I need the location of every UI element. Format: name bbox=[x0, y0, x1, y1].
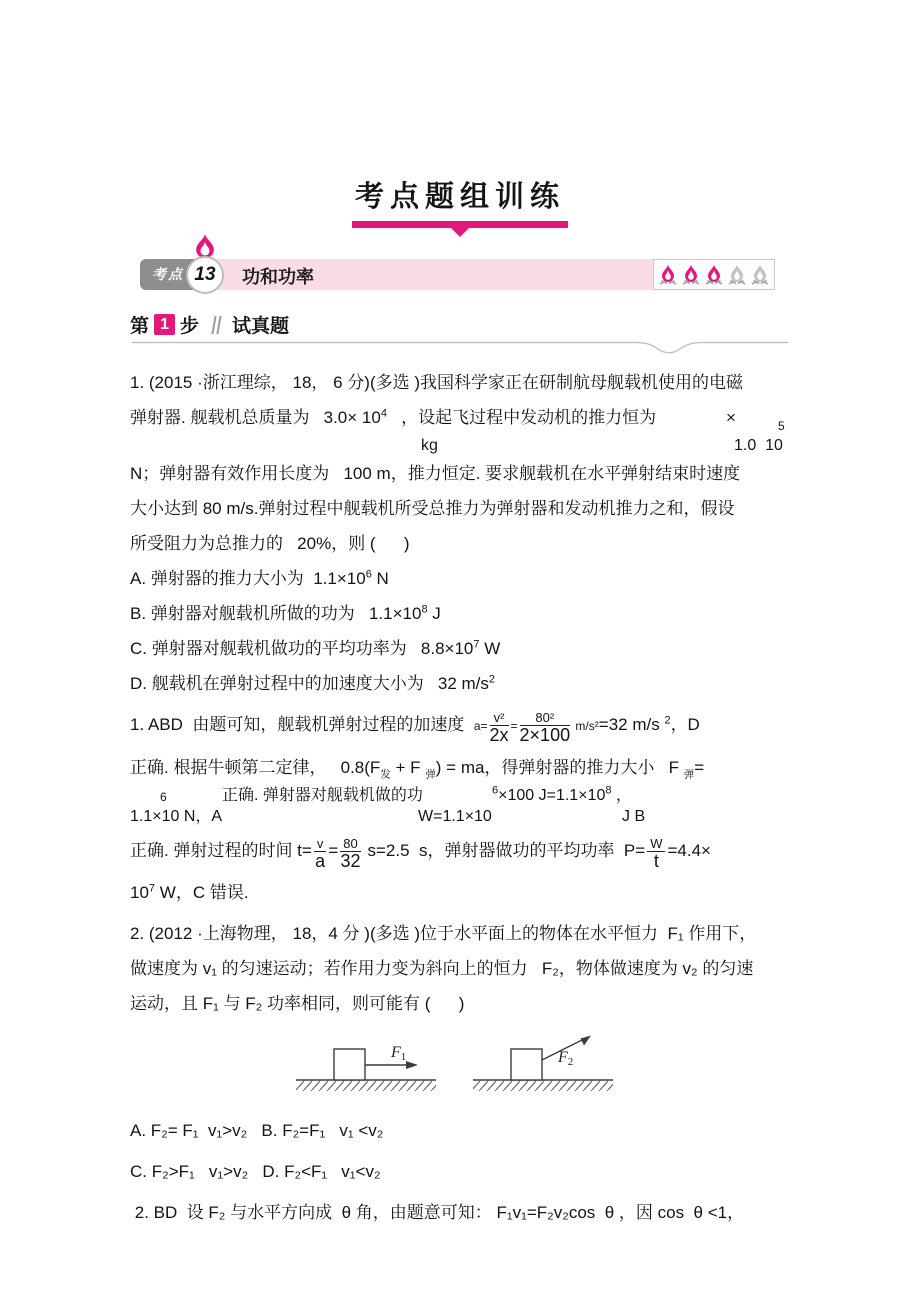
divider bbox=[211, 316, 221, 334]
triangle-marker bbox=[451, 228, 469, 237]
q1-answer-line-1: 1. ABD 由题可知，舰载机弹射过程的加速度 a= v² 2x = 80² 2×100 m/s²=32 m/s $^2$，D bbox=[130, 709, 700, 745]
q1-stem-fragment: kg 1.0 10 bbox=[421, 437, 783, 454]
q1-option-b: B. 弹射器对舰载机所做的功为 $1.1\times 10^8$ J bbox=[130, 603, 441, 623]
flame-icon bbox=[704, 264, 724, 286]
force-diagram bbox=[296, 1027, 626, 1107]
step-label: 试真题 bbox=[232, 316, 290, 337]
flame-icon bbox=[681, 264, 701, 286]
q1-answer-line-3: 正确. 弹射过程的时间 t= v a = 80 32 s=2.5 s，弹射器做功的平均功率 P= W t =4.4× bbox=[130, 835, 711, 871]
title-underline bbox=[352, 221, 568, 228]
q1-stem-line-4: 大小达到 80 m/s.弹射过程中舰载机所受总推力为弹射器和发动机推力之和，假设 bbox=[130, 499, 735, 518]
decorative-curve bbox=[130, 341, 790, 355]
q2-option-cd: C. F₂>F₁ v₁>v₂ D. F₂<F₁ v₁<v₂ bbox=[130, 1162, 381, 1181]
q2-stem-line-3: 运动，且 F₁ 与 F₂ 功率相同，则可能有 ( ) bbox=[130, 994, 465, 1013]
q2-stem-line-1: 2. (2012 ·上海物理， 18，4 分 )(多选 )位于水平面上的物体在水平恒力 F₁ 作用下， bbox=[130, 924, 757, 943]
question-2-options-block bbox=[130, 1113, 798, 1230]
q1-stem-line-1: 1. (2015 ·浙江理综， 18， 6 分)(多选 )我国科学家正在研制航母舰载机使用的电磁 bbox=[130, 373, 744, 392]
q1-option-a: A. 弹射器的推力大小为 $1.1\times 10^6$ N bbox=[130, 568, 389, 588]
step-number: 1 bbox=[154, 314, 175, 335]
q2-answer: 2. BD 设 F₂ 与水平方向成 θ 角，由题意可知： F₁v₁=F₂v₂cos θ ，因 cos θ <1， bbox=[130, 1203, 745, 1222]
step-prefix: 第 bbox=[130, 316, 150, 337]
document-body bbox=[130, 365, 798, 1230]
flame-icon bbox=[750, 264, 770, 286]
force-label-f1: F1 bbox=[391, 1044, 407, 1063]
difficulty-rating bbox=[653, 259, 775, 290]
topic-banner bbox=[140, 259, 775, 290]
flame-icon bbox=[658, 264, 678, 286]
q2-figure bbox=[296, 1027, 798, 1107]
q1-answer-fragment-1: 6 正确. 弹射器对舰载机做的功 $^6$×100 $J=1.1\times 10^8$ ， bbox=[160, 784, 632, 804]
block-f1-diagram bbox=[296, 1044, 436, 1091]
q1-option-d: D. 舰载机在弹射过程中的加速度大小为 32 $m/s^2$ bbox=[130, 673, 496, 693]
q1-answer-line-2: 正确. 根据牛顿第二定律， $0.8(F_发 + F$ $_弹$) = ma，得弹射器的推力大小 F $_弹$= bbox=[130, 758, 705, 781]
flame-icon bbox=[727, 264, 747, 286]
tab-label: 考点 bbox=[152, 266, 184, 282]
q2-stem-line-2: 做速度为 v₁ 的匀速运动；若作用力变为斜向上的恒力 F₂，物体做速度为 v₂ 的匀速 bbox=[130, 959, 754, 978]
block-f2-diagram bbox=[473, 1036, 613, 1092]
q2-option-ab: A. F₂= F₁ v₁>v₂ B. F₂=F₁ v₁ <v₂ bbox=[130, 1121, 384, 1140]
q1-stem-line-3: N；弹射器有效作用长度为 100 m，推力恒定. 要求舰载机在水平弹射结束时速度 bbox=[130, 464, 741, 483]
q1-stem-line-5: 所受阻力为总推力的 20%，则 ( ) bbox=[130, 534, 410, 553]
step-suffix: 步 bbox=[180, 316, 200, 337]
topic-number: 13 bbox=[186, 256, 224, 294]
force-label-f2: F2 bbox=[558, 1049, 574, 1068]
q1-answer-fragment-2: 1.1×10 N，A W=1.1×10 J B bbox=[130, 808, 646, 825]
q1-stem-line-2: 弹射器. 舰载机总质量为 $3.0\times 10^4$ ，设起飞过程中发动机的推力恒为 × 5 bbox=[130, 407, 785, 433]
step-header bbox=[130, 311, 920, 338]
q1-answer-line-4: $10^7$ W，C 错误. bbox=[130, 882, 249, 902]
page-title: 考点题组训练 bbox=[354, 181, 565, 213]
banner-bar bbox=[180, 259, 658, 290]
topic-title: 功和功率 bbox=[242, 267, 314, 287]
q1-option-c: C. 弹射器对舰载机做功的平均功率为 $8.8\times 10^7$ W bbox=[130, 638, 501, 658]
question-1-block bbox=[130, 365, 798, 1021]
